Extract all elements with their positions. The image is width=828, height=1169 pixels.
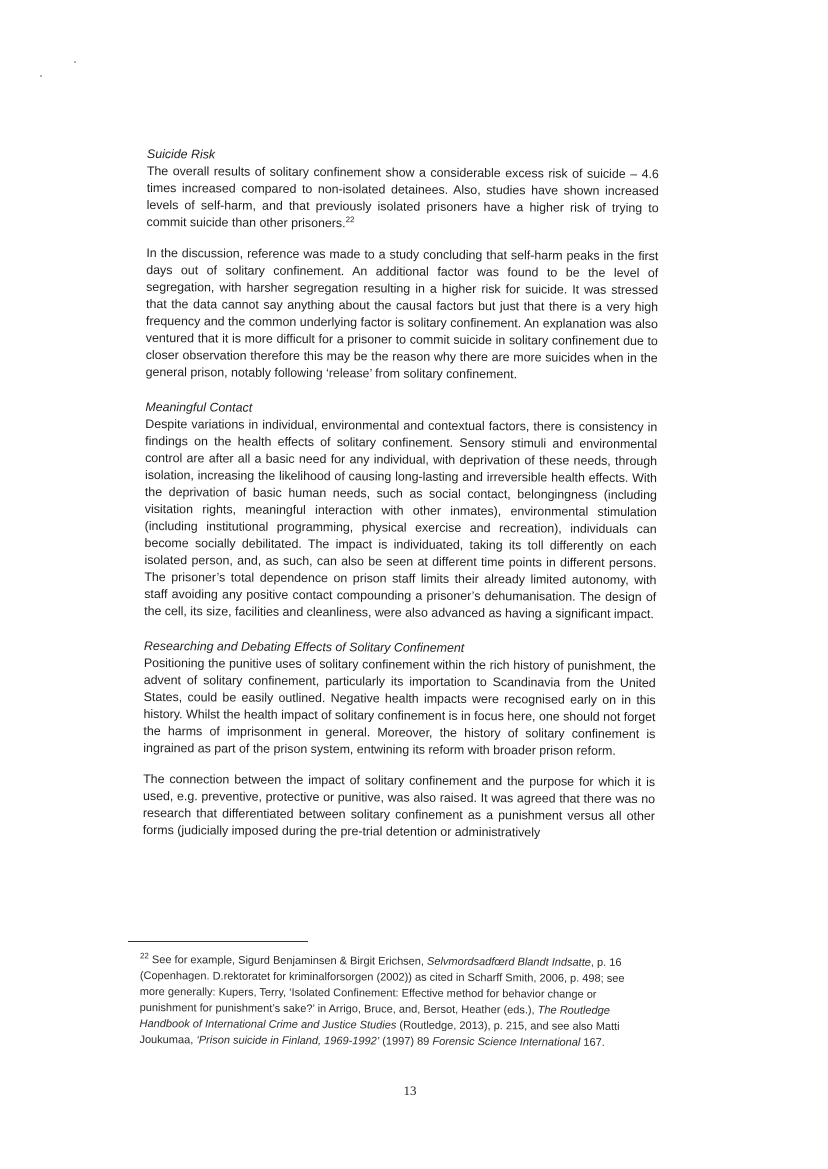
scan-speck (40, 75, 42, 77)
section-suicide-risk (146, 146, 659, 384)
footnote: $^{22}$ See for example, Sigurd Benjaminsen & Birgit Erichsen, Selvmordsadfœrd Blandt Indsatte, p. 16 (Copenhagen. D.rektoratet for kriminalforsorgen (2002)) as cited in Scharff Smith, 2006, p. 498; see more generally: Kupers, Terry, ‘Isolated Confinement: Effective method for behavior change or punishment for punishment’s sake?’ in Arrigo, Bruce, and, Bersot, Heather (eds.), The Routledge Handbook of International Crime and Justice Studies (Routledge, 2013), p. 215, and see also Matti Joukumaa, ‘Prison suicide in Finland, 1969-1992’ (1997) 89 Forensic Science International 167. (139, 951, 625, 1049)
paragraph: The connection between the impact of solitary confinement and the purpose for which it is used, e.g. preventive, protective or punitive, was also raised. It was agreed that there was no research that differentiated between solitary confinement as a punishment versus all other forms (judicially imposed during the pre-trial detention or administratively (142, 771, 656, 840)
paragraph: In the discussion, reference was made to a study concluding that self-harm peaks in the first days out of solitary confinement. An additional factor was found to be the level of segregation, with harsher segregation resulting in a higher risk for suicide. It was stressed that the data cannot say anything about the causal factors but just that there is a very high frequency and the common underlying factor is solitary confinement. An explanation was also ventured that it is more difficult for a prisoner to commit suicide in solitary confinement due to closer observation therefore this may be the reason why there are more suicides when in the general prison, notably following ‘release’ from solitary confinement. (145, 245, 659, 382)
paragraph: Despite variations in individual, environmental and contextual factors, there is consistency in findings on the health effects of solitary confinement. Sensory stimuli and environmental control are after all a basic need for any individual, with deprivation of these needs, through isolation, increasing the likelihood of causing long-lasting and irreversible health effects. With the deprivation of basic human needs, such as social contact, belongingness (including visitation rights, meaningful interaction with other inmates), environmental stimulation (including institutional programming, physical exercise and recreation), individuals can become socially debilitated. The impact is individuated, taking its toll differently on each isolated person, and, as such, can also be seen at different time points in different persons. The prisoner’s total dependence on prison staff limits their already limited autonomy, with staff avoiding any positive contact compounding a prisoner’s dehumanisation. The design of the cell, its size, facilities and cleanliness, were also advanced as having a significant impact. (144, 416, 658, 622)
paragraph: The overall results of solitary confinement show a considerable excess risk of suicide – 4.6 times increased compared to non-isolated detainees. Also, studies have shown increased levels of self-harm, and that previously isolated prisoners have a higher risk of trying to commit suicide than other prisoners.$^{22}$ (146, 163, 659, 231)
footnote-number: 22 (139, 951, 149, 961)
section-meaningful-contact (144, 399, 657, 623)
scan-speck (74, 61, 76, 63)
footnote-ref[interactable]: 22 (345, 215, 355, 225)
section-heading: Meaningful Contact (145, 399, 253, 415)
paragraph: Positioning the punitive uses of solitary confinement within the rich history of punishment, the advent of solitary confinement, particularly its importation to Scandinavia from the United States, could be easily outlined. Negative health impacts were recognised early on in this history. Whilst the health impact of solitary confinement is in focus here, one should not forget the harms of imprisonment in general. Moreover, the history of solitary confinement is ingrained as part of the prison system, entwining its reform with broader prison reform. (143, 655, 656, 758)
section-heading: Researching and Debating Effects of Solitary Confinement (143, 638, 465, 655)
body-text (143, 146, 659, 860)
page-number: 13 (403, 1083, 417, 1098)
footnote-divider (128, 941, 308, 942)
section-heading: Suicide Risk (146, 146, 216, 162)
section-researching-effects (143, 638, 656, 842)
